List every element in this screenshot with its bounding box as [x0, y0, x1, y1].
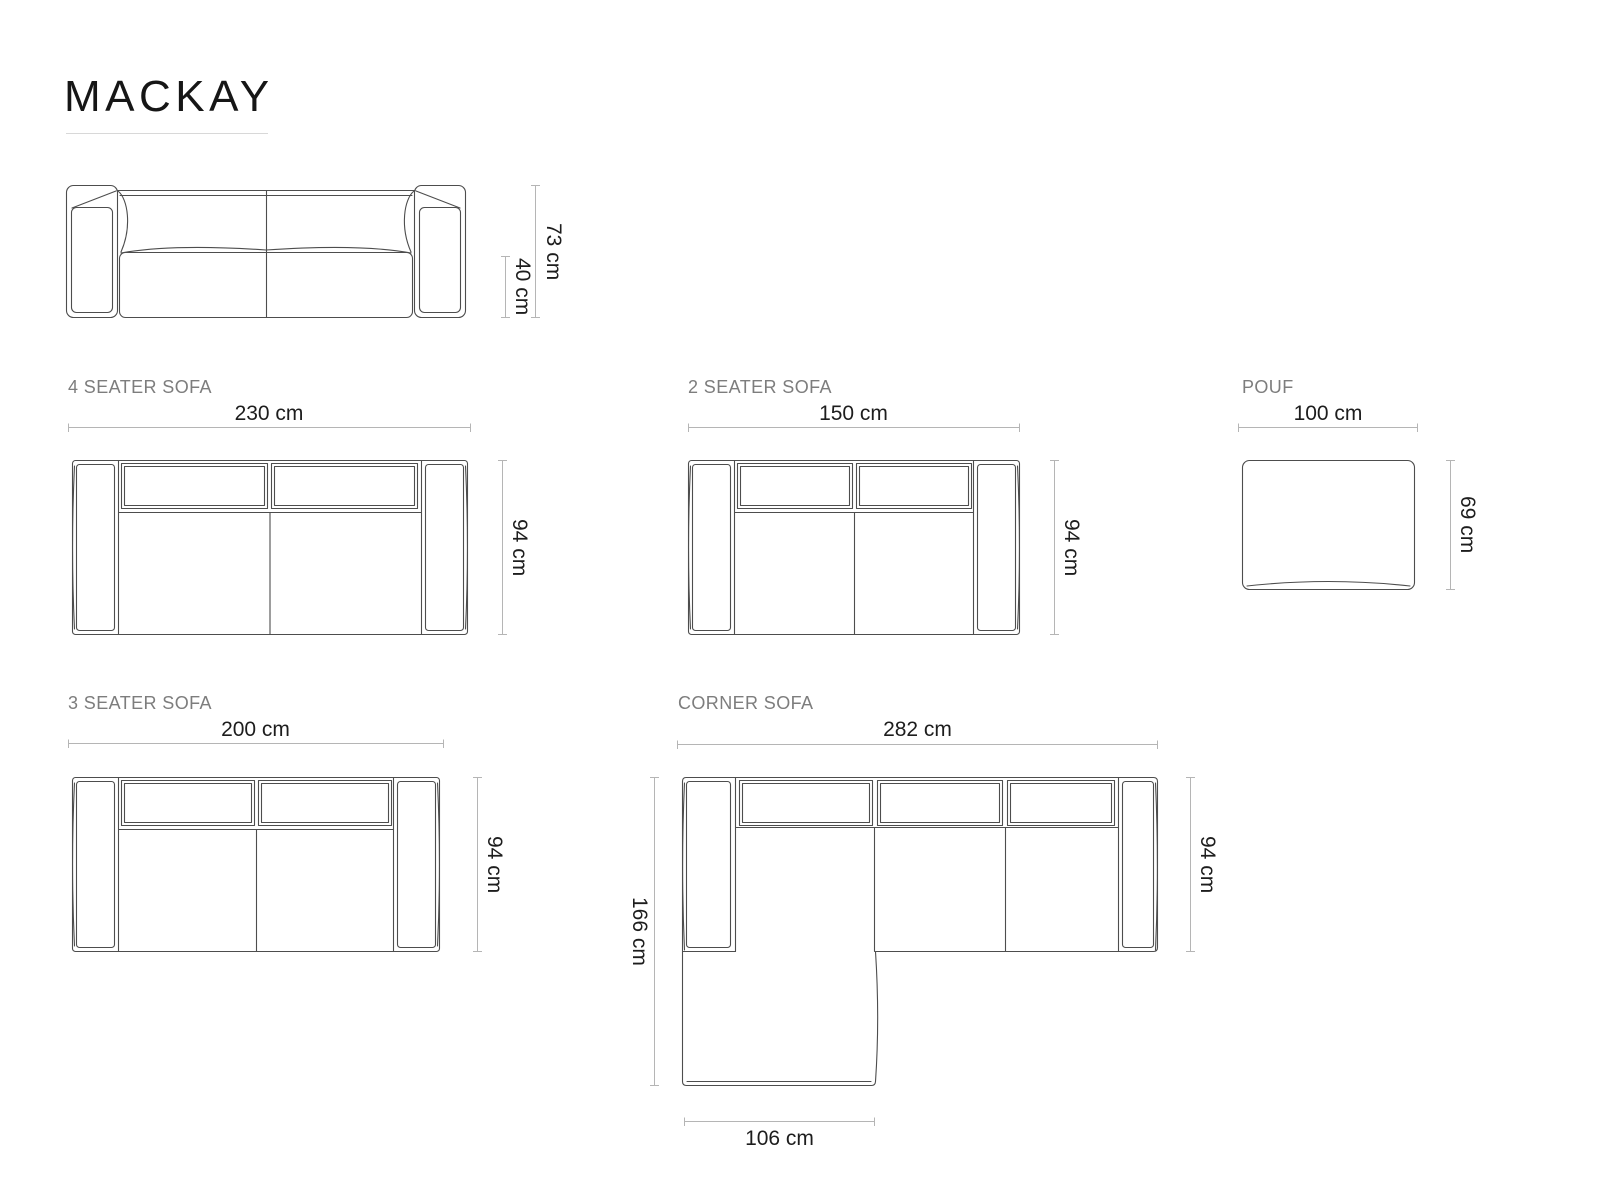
back-cushion-2-inner [275, 467, 415, 506]
width-dimension-2-seater: 150 cm [819, 402, 888, 425]
depth-dimension-pouf: 69 cm [1456, 496, 1479, 554]
depth-dimension-3-seater: 94 cm [483, 835, 506, 894]
front-right-arm [415, 186, 466, 318]
back-cushion-2-inner [860, 467, 969, 506]
back-cushion-2-inner [262, 784, 389, 823]
left-arm [77, 782, 115, 948]
depth-dimension-corner: 94 cm [1196, 835, 1219, 894]
bottom-fold-curve [1247, 582, 1410, 587]
back-cushion-2 [272, 464, 418, 509]
back-cushion-3-inner [1011, 784, 1112, 823]
chaise-width-dimension-corner: 106 cm [745, 1127, 814, 1150]
back-cushion-1 [740, 781, 873, 826]
width-dimension-corner: 282 cm [883, 718, 952, 741]
front-right-back-curve [404, 191, 414, 252]
four-seater-topview [69, 424, 508, 635]
back-cushion-1 [738, 464, 853, 509]
front-total-height-label: 73 cm [542, 222, 565, 281]
product-label-2-seater: 2 SEATER SOFA [688, 377, 832, 397]
front-left-back-curve [118, 191, 128, 252]
outline [1243, 461, 1415, 590]
three-seater-topview [69, 740, 483, 952]
left-arm [693, 465, 731, 631]
depth-dimension-2-seater: 94 cm [1060, 518, 1083, 577]
product-label-4-seater: 4 SEATER SOFA [68, 377, 212, 397]
front-seat-height-label: 40 cm [511, 257, 534, 316]
front-right-arm-inner [420, 208, 461, 313]
back-cushion-1-inner [125, 467, 265, 506]
width-dimension-3-seater: 200 cm [221, 718, 290, 741]
width-dimension-4-seater: 230 cm [234, 402, 304, 425]
corner-sofa-topview [650, 741, 1195, 1127]
back-cushion-1-inner [125, 784, 252, 823]
right-arm [398, 782, 436, 948]
back-cushion-1 [122, 464, 268, 509]
right-arm [426, 465, 464, 631]
pouf-topview [1239, 424, 1456, 590]
collection-title: MACKAY [64, 72, 274, 121]
back-cushion-1-inner [743, 784, 870, 823]
right-arm [978, 465, 1016, 631]
front-left-arm [67, 186, 118, 318]
back-cushion-1-inner [741, 467, 850, 506]
two-seater-topview [689, 424, 1060, 635]
front-right-arm-top-edge [416, 191, 460, 208]
front-left-arm-top-edge [72, 191, 116, 208]
left-arm [687, 782, 731, 948]
back-cushion-2 [857, 464, 972, 509]
product-label-corner: CORNER SOFA [678, 693, 814, 713]
left-arm [77, 465, 115, 631]
product-label-pouf: POUF [1242, 377, 1294, 397]
back-cushion-2-inner [881, 784, 1000, 823]
back-cushion-3 [1008, 781, 1115, 826]
outline [683, 778, 1158, 1086]
depth-dimension-4-seater: 94 cm [508, 518, 531, 577]
front-left-arm-inner [72, 208, 113, 313]
back-cushion-1 [122, 781, 255, 826]
back-cushion-2 [878, 781, 1003, 826]
product-label-3-seater: 3 SEATER SOFA [68, 693, 212, 713]
right-arm [1123, 782, 1154, 948]
length-dimension-corner: 166 cm [628, 897, 651, 966]
back-cushion-2 [259, 781, 392, 826]
chaise-width-dimline [685, 1118, 875, 1127]
width-dimension-pouf: 100 cm [1293, 402, 1363, 425]
front-view-drawing [67, 186, 466, 318]
